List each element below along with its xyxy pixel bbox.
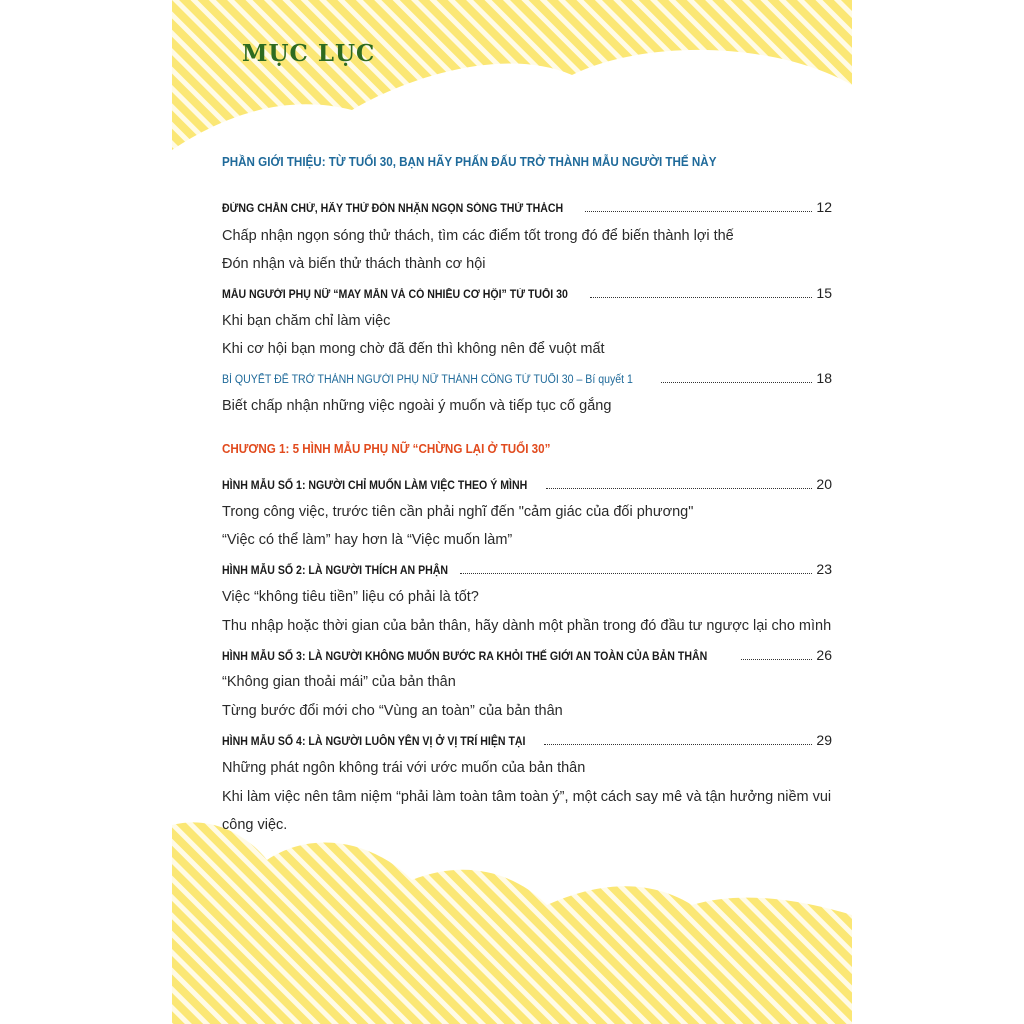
toc-entry[interactable] (222, 285, 832, 303)
toc-entry[interactable] (222, 199, 832, 217)
sub-entry: Thu nhập hoặc thời gian của bản thân, hãy dành một phần trong đó đầu tư ngược lại cho mình (222, 618, 832, 634)
sub-entry: Những phát ngôn không trái với ước muốn của bản thân (222, 760, 586, 776)
page-number: 15 (816, 285, 832, 301)
page-number: 20 (816, 476, 832, 492)
dot-leader (661, 381, 813, 383)
sub-entry: Khi cơ hội bạn mong chờ đã đến thì không nên để vuột mất (222, 341, 605, 357)
sub-entry: Từng bước đổi mới cho “Vùng an toàn” của bản thân (222, 703, 563, 719)
page-number: 23 (816, 561, 832, 577)
sub-entry: Trong công việc, trước tiên cần phải nghĩ đến "cảm giác của đối phương" (222, 504, 694, 520)
dot-leader (585, 210, 813, 212)
entry-title: HÌNH MẪU SỐ 2: LÀ NGƯỜI THÍCH AN PHẬN (222, 565, 449, 577)
dot-leader (544, 743, 813, 745)
section-heading-intro: PHẦN GIỚI THIỆU: TỪ TUỔI 30, BẠN HÃY PHẤN ĐẤU TRỞ THÀNH MẪU NGƯỜI THẾ NÀY (222, 155, 717, 169)
dot-leader (590, 296, 812, 298)
section-heading-chapter-1: CHƯƠNG 1: 5 HÌNH MẪU PHỤ NỮ “CHỪNG LẠI Ở TUỔI 30” (222, 442, 551, 456)
sub-entry: “Việc có thể làm” hay hơn là “Việc muốn làm” (222, 532, 513, 548)
book-page (172, 0, 852, 1024)
toc-entry[interactable] (222, 476, 832, 494)
entry-title: HÌNH MẪU SỐ 1: NGƯỜI CHỈ MUỐN LÀM VIỆC THEO Ý MÌNH (222, 480, 528, 492)
sub-entry: Biết chấp nhận những việc ngoài ý muốn và tiếp tục cố gắng (222, 398, 612, 414)
sub-entry: Chấp nhận ngọn sóng thử thách, tìm các điểm tốt trong đó để biến thành lợi thế (222, 228, 734, 244)
toc-entry[interactable] (222, 647, 832, 665)
toc-entry[interactable] (222, 732, 832, 750)
entry-title: ĐỪNG CHẦN CHỪ, HÃY THỬ ĐÓN NHẬN NGỌN SÓNG THỬ THÁCH (222, 203, 564, 215)
page-number: 18 (816, 370, 832, 386)
entry-title: HÌNH MẪU SỐ 4: LÀ NGƯỜI LUÔN YÊN VỊ Ở VỊ TRÍ HIỆN TẠI (222, 736, 526, 748)
page-number: 26 (816, 647, 832, 663)
page-number: 29 (816, 732, 832, 748)
sub-entry: công việc. (222, 817, 288, 833)
sub-entry: Đón nhận và biến thử thách thành cơ hội (222, 256, 486, 272)
toc-entry[interactable] (222, 561, 832, 579)
page-number: 12 (816, 199, 832, 215)
sub-entry: Khi bạn chăm chỉ làm việc (222, 313, 391, 329)
entry-title: BÍ QUYẾT ĐỂ TRỞ THÀNH NGƯỜI PHỤ NỮ THÀNH CÔNG TỪ TUỔI 30 – Bí quyết 1 (222, 374, 633, 386)
toc-entry[interactable] (222, 370, 832, 388)
dot-leader (741, 658, 812, 660)
dot-leader (546, 487, 813, 489)
sub-entry: Khi làm việc nên tâm niệm “phải làm toàn tâm toàn ý”, một cách say mê và tận hưởng niềm vui (222, 789, 832, 805)
dot-leader (460, 572, 813, 574)
sub-entry: “Không gian thoải mái” của bản thân (222, 674, 456, 690)
entry-title: MẪU NGƯỜI PHỤ NỮ “MAY MẮN VÀ CÓ NHIỀU CƠ HỘI” TỪ TUỔI 30 (222, 289, 568, 301)
entry-title: HÌNH MẪU SỐ 3: LÀ NGƯỜI KHÔNG MUỐN BƯỚC RA KHỎI THẾ GIỚI AN TOÀN CỦA BẢN THÂN (222, 651, 708, 663)
sub-entry: Việc “không tiêu tiền” liệu có phải là tốt? (222, 589, 479, 605)
toc-title: MỤC LỤC (242, 40, 376, 67)
